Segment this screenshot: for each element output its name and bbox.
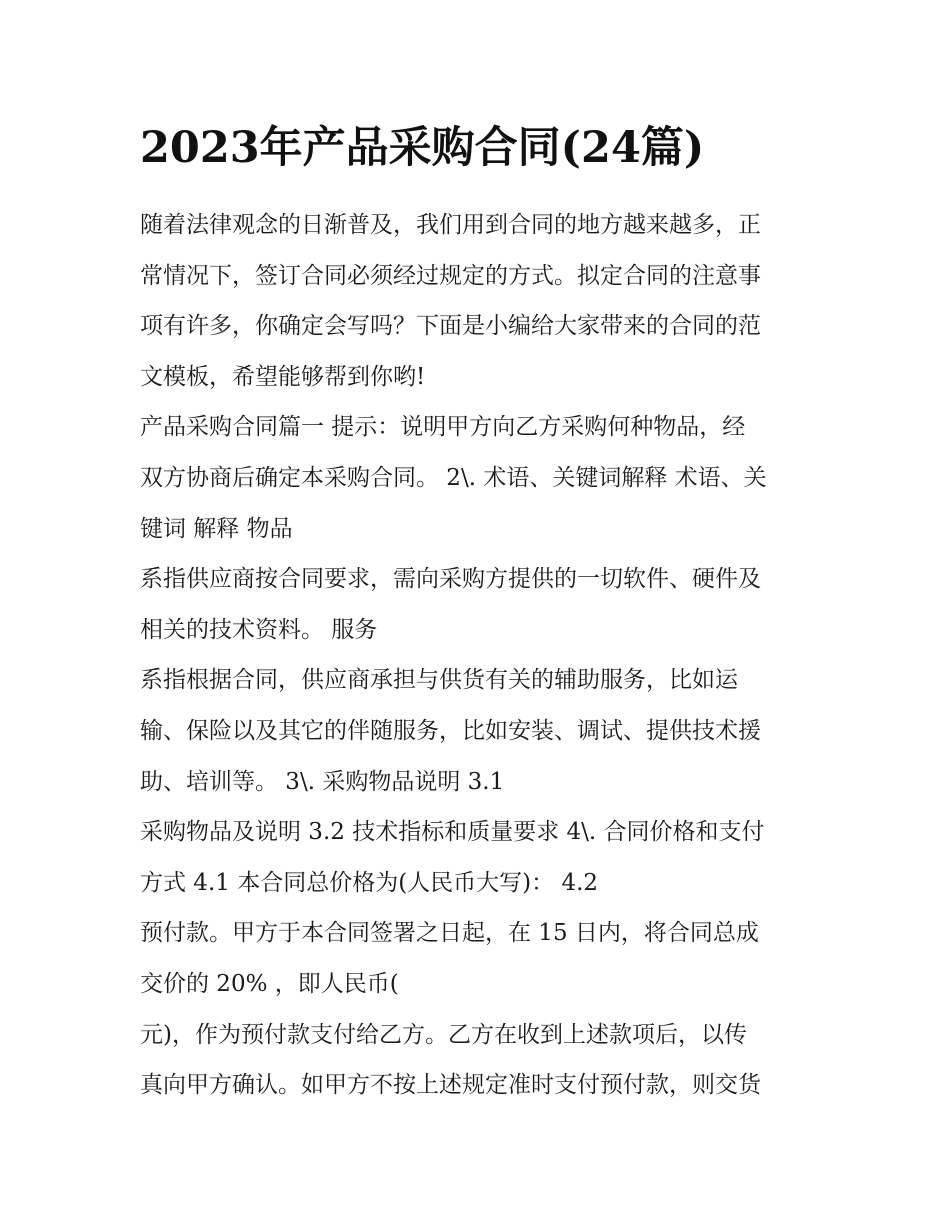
document-title: 2023年产品采购合同(24篇): [140, 123, 705, 173]
body-line-11: 输、保险以及其它的伴随服务，比如安装、调试、提供技术援: [140, 717, 761, 744]
body-line-7: 键词 解释 物品: [140, 515, 293, 542]
body-line-10: 系指根据合同，供应商承担与供货有关的辅助服务，比如运: [140, 667, 738, 694]
document-body: [140, 200, 820, 1111]
body-line-14: 方式 4.1 本合同总价格为(人民币大写)： 4.2: [140, 869, 599, 896]
body-line-6: 双方协商后确定本采购合同。 2\. 术语、关键词解释 术语、关: [140, 464, 767, 491]
body-line-18: 真向甲方确认。如甲方不按上述规定准时支付预付款，则交货: [140, 1072, 761, 1099]
body-line-2: 常情况下，签订合同必须经过规定的方式。拟定合同的注意事: [140, 262, 761, 289]
body-line-3: 项有许多，你确定会写吗？下面是小编给大家带来的合同的范: [140, 313, 761, 340]
body-line-1: 随着法律观念的日渐普及，我们用到合同的地方越来越多，正: [140, 212, 761, 238]
body-line-4: 文模板，希望能够帮到你哟!: [140, 363, 426, 390]
body-line-13: 采购物品及说明 3.2 技术指标和质量要求 4\. 合同价格和支付: [140, 819, 765, 846]
body-line-12: 助、培训等。 3\. 采购物品说明 3.1: [140, 768, 505, 795]
body-line-17: 元)，作为预付款支付给乙方。乙方在收到上述款项后，以传: [140, 1021, 747, 1048]
body-line-5: 产品采购合同篇一 提示：说明甲方向乙方采购何种物品，经: [140, 414, 746, 441]
body-line-9: 相关的技术资料。 服务: [140, 616, 378, 643]
body-line-15: 预付款。甲方于本合同签署之日起，在 15 日内，将合同总成: [140, 920, 759, 947]
body-line-8: 系指供应商按合同要求，需向采购方提供的一切软件、硬件及: [140, 566, 761, 593]
body-line-16: 交价的 20% ，即人民币(: [140, 970, 399, 997]
